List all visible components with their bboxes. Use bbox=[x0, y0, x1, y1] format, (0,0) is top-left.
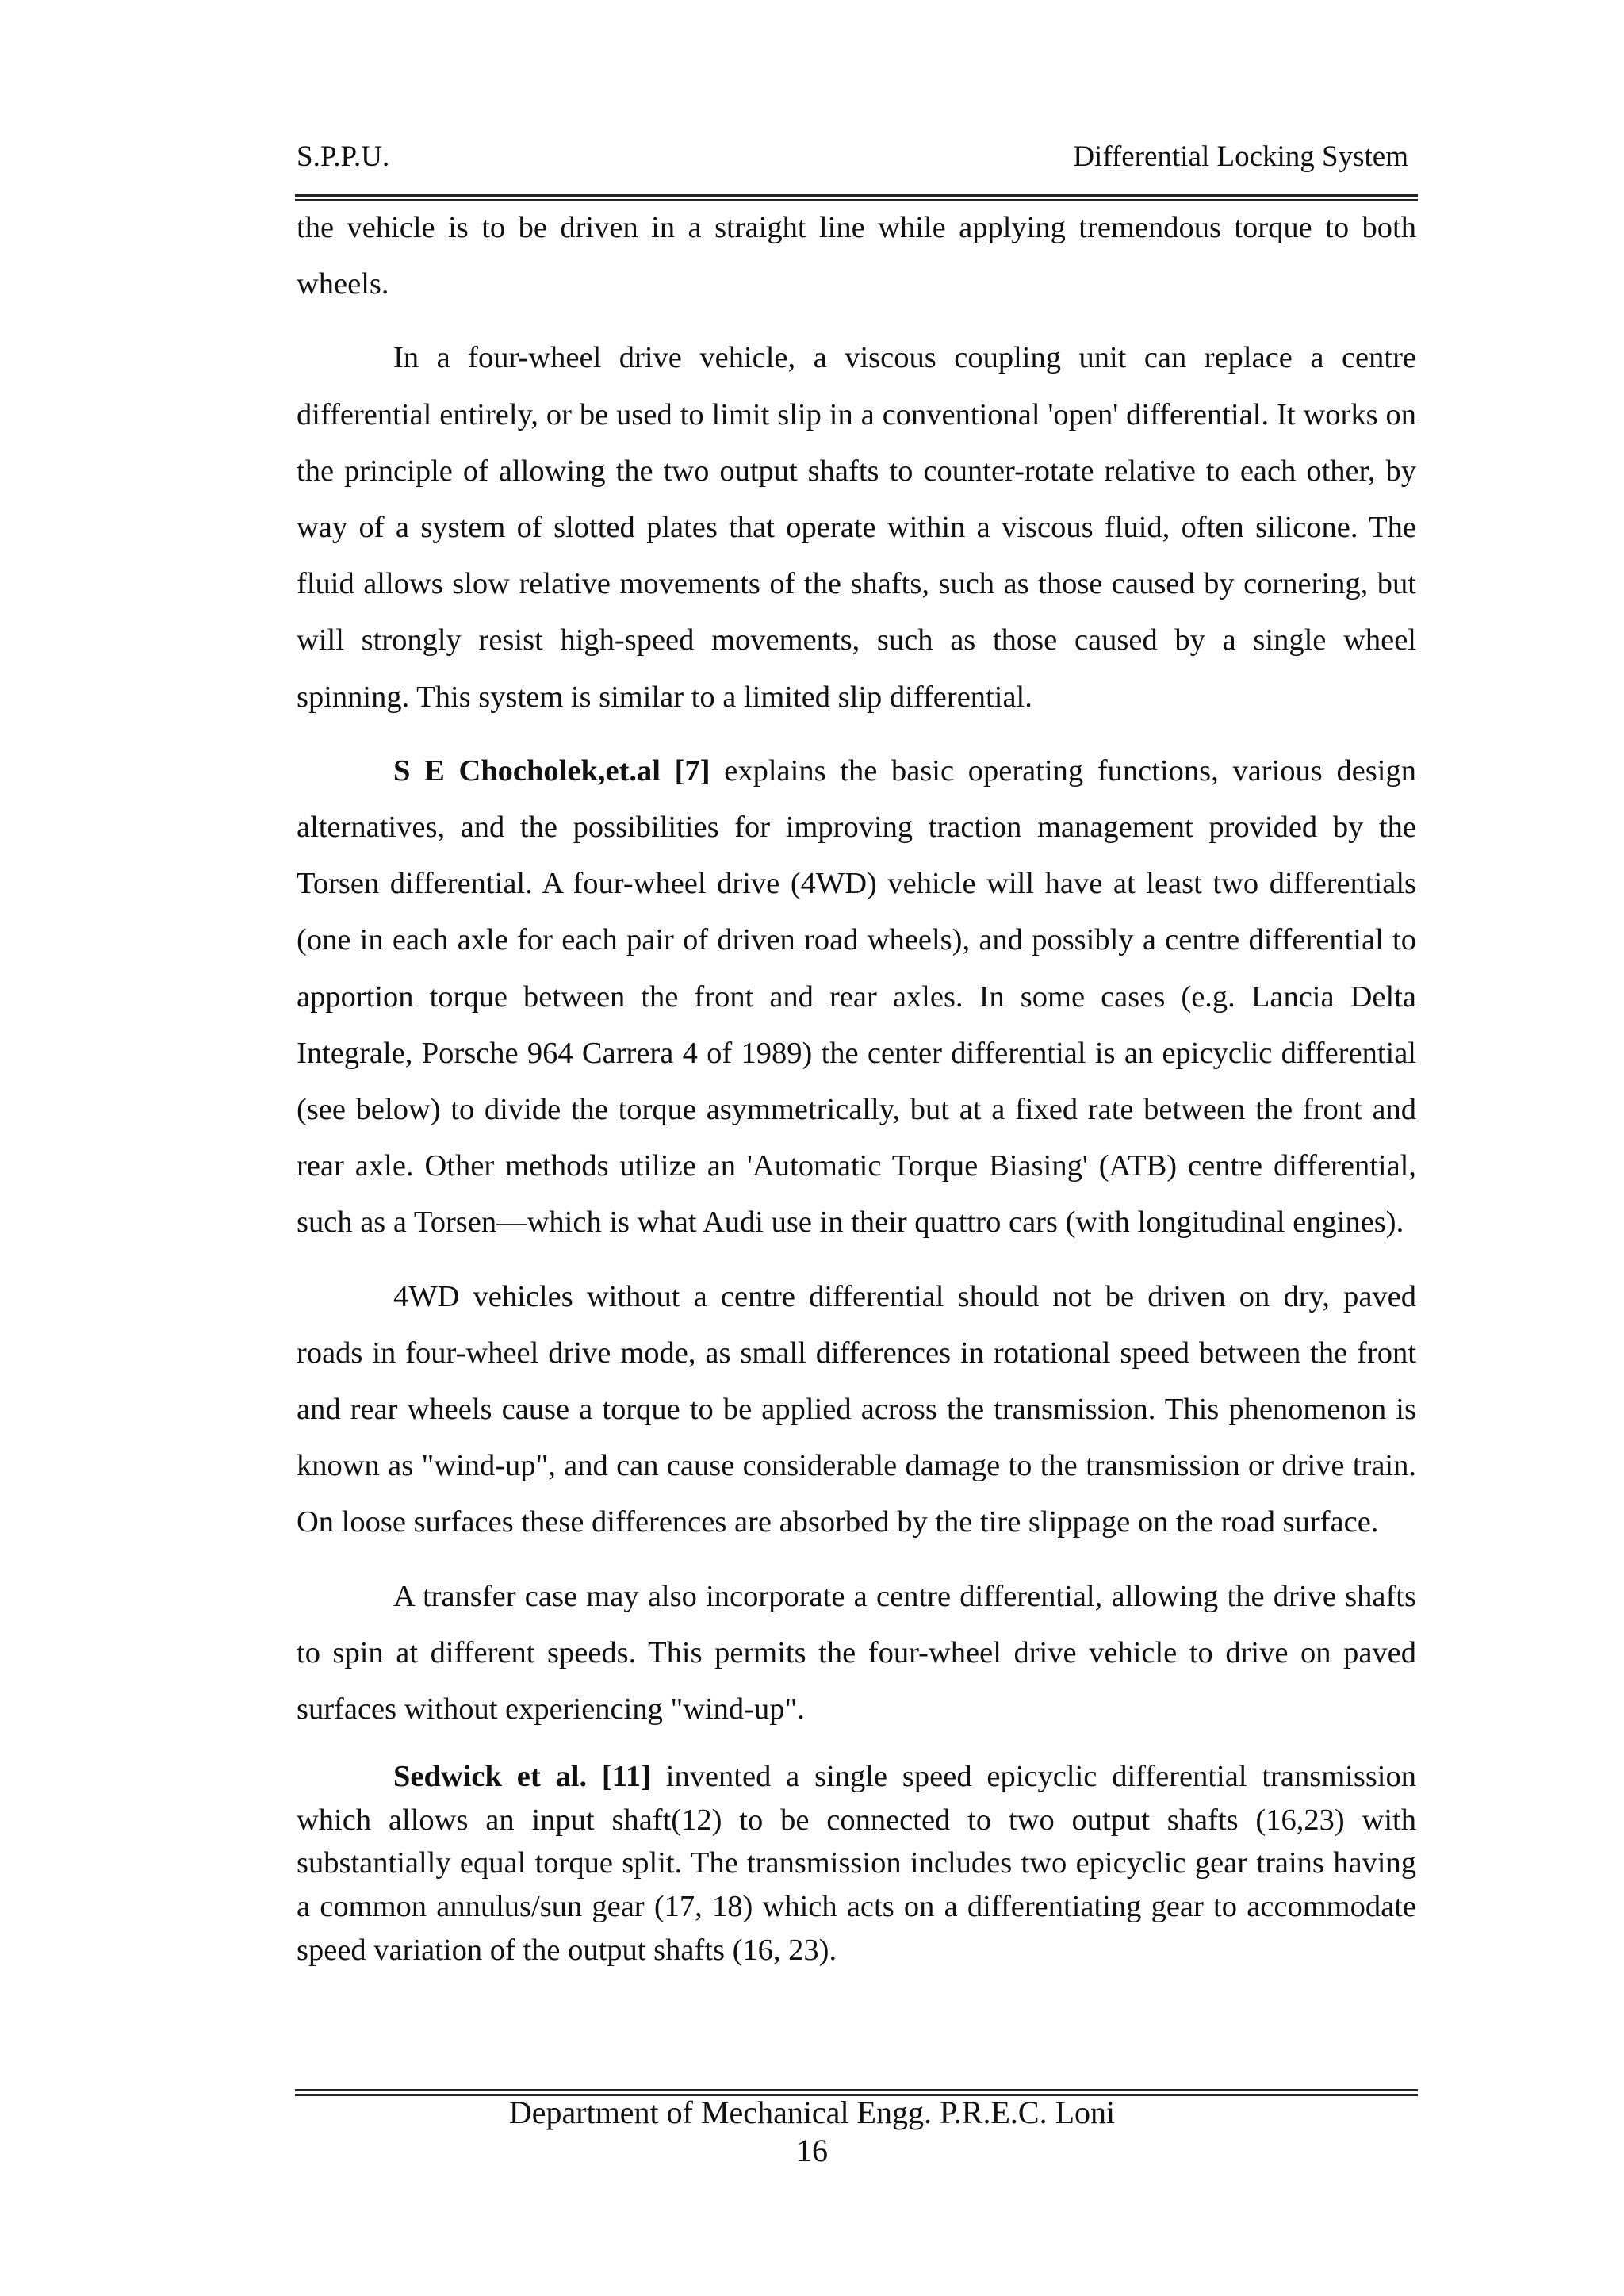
page-number: 16 bbox=[796, 2133, 828, 2168]
body-text bbox=[297, 200, 1416, 1989]
paragraph-1: the vehicle is to be driven in a straight line while applying tremendous torque to both wheels. bbox=[297, 211, 1416, 301]
paragraph-5: A transfer case may also incorporate a centre differential, allowing the drive shafts to spin at different speeds. This permits the four-wheel drive vehicle to drive on paved surfaces without experiencing "wind-up". bbox=[297, 1579, 1416, 1727]
header-title: Differential Locking System bbox=[1073, 140, 1408, 173]
footer-department: Department of Mechanical Engg. P.R.E.C. Loni bbox=[508, 2095, 1116, 2130]
paragraph-3 bbox=[297, 743, 1416, 1251]
paragraph-2: In a four-wheel drive vehicle, a viscous coupling unit can replace a centre differential entirely, or be used to limit slip in a conventional 'open' differential. It works on the principle of allowing the two output shafts to counter-rotate relative to each other, by way of a system of slotted plates that operate within a viscous fluid, often silicone. The fluid allows slow relative movements of the shafts, such as those caused by cornering, but will strongly resist high-speed movements, such as those caused by a single wheel spinning. This system is similar to a limited slip differential. bbox=[297, 341, 1416, 714]
paragraph-3-text: explains the basic operating functions, various design alternatives, and the possibilities for improving traction management provided by the Torsen differential. A four-wheel drive (4WD) vehicle will have at least two differentials (one in each axle for each pair of driven road wheels), and possibly a centre differential to apportion torque between the front and rear axles. In some cases (e.g. Lancia Delta Integrale, Porsche 964 Carrera 4 of 1989) the center differential is an epicyclic differential (see below) to divide the torque asymmetrically, but at a fixed rate between the front and rear axle. Other methods utilize an 'Automatic Torque Biasing' (ATB) centre differential, such as a Torsen—which is what Audi use in their quattro cars (with longitudinal engines). bbox=[297, 753, 1416, 1240]
paragraph-4: 4WD vehicles without a centre differential should not be driven on dry, paved roads in four-wheel drive mode, as small differences in rotational speed between the front and rear wheels cause a torque to be applied across the transmission. This phenomenon is known as "wind-up", and can cause considerable damage to the transmission or drive train. On loose surfaces these differences are absorbed by the tire slippage on the road surface. bbox=[297, 1279, 1416, 1539]
header-university: S.P.P.U. bbox=[297, 140, 390, 173]
citation-chocholek: S E Chocholek,et.al [7] bbox=[393, 753, 710, 788]
paragraph-6 bbox=[297, 1755, 1416, 1972]
paragraph-6-text: invented a single speed epicyclic differential transmission which allows an input shaft(12) to be connected to two output shafts (16,23) with substantially equal torque split. The transmission includes two epicyclic gear trains having a common annulus/sun gear (17, 18) which acts on a differentiating gear to accommodate speed variation of the output shafts (16, 23). bbox=[297, 1760, 1416, 1967]
page-header bbox=[297, 133, 1416, 181]
citation-sedwick: Sedwick et al. [11] bbox=[393, 1760, 651, 1794]
